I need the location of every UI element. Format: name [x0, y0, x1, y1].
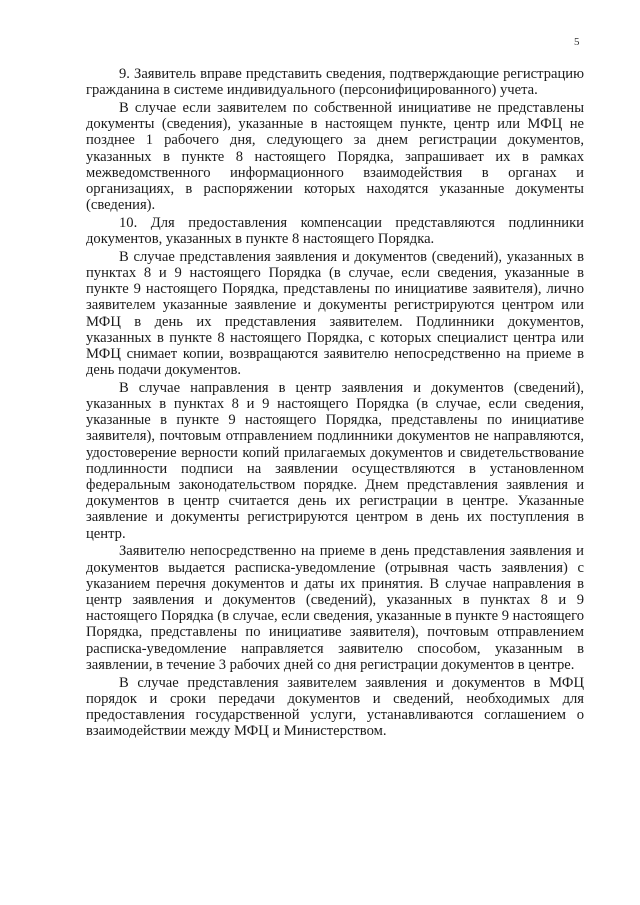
document-body	[86, 66, 584, 739]
paragraph-mfc-agreement: В случае представления заявителем заявления и документов в МФЦ порядок и сроки передачи документов и сведений, необходимых для предоставления государственной услуги, устанавливаются соглашением о взаимодействии между МФЦ и Министерством.	[86, 674, 584, 740]
paragraph-in-person-submission: В случае представления заявления и документов (сведений), указанных в пунктах 8 и 9 настоящего Порядка (в случае, если сведения, указанные в пункте 9 настоящего Порядка, представлены по инициативе заявителя), лично заявителем указанные заявление и документы регистрируются центром или МФЦ в день их представления заявителем. Подлинники документов, указанных в пункте 8 настоящего Порядка, с которых специалист центра или МФЦ снимает копии, возвращаются заявителю непосредственно на приеме в день подачи документов.	[86, 248, 584, 379]
paragraph-postal-submission: В случае направления в центр заявления и документов (сведений), указанных в пунктах 8 и 9 настоящего Порядка (в случае, если сведения, указанные в пункте 9 настоящего Порядка, представлены по инициативе заявителя), почтовым отправлением подлинники документов не направляются, удостоверение верности копий прилагаемых документов и свидетельствование подлинности подписи на заявлении осуществляются в установленном федеральным законодательством порядке. Днем представления заявления и документов в центр считается день их регистрации в центре. Указанные заявление и документы регистрируются центром в день их поступления в центр.	[86, 379, 584, 542]
paragraph-item-10: 10. Для предоставления компенсации представляются подлинники документов, указанных в пункте 8 настоящего Порядка.	[86, 214, 584, 248]
page-number: 5	[574, 36, 580, 48]
paragraph-receipt-notification: Заявителю непосредственно на приеме в день представления заявления и документов выдается расписка-уведомление (отрывная часть заявления) с указанием перечня документов и даты их принятия. В случае направления в центр заявления и документов (сведений), указанных в пунктах 8 и 9 настоящего Порядка (в случае, если сведения, указанные в пункте 9 настоящего Порядка, представлены по инициативе заявителя), почтовым отправлением расписка-уведомление направляется заявителю способом, указанным в заявлении, в течение 3 рабочих дней со дня регистрации документов в центре.	[86, 543, 584, 673]
paragraph-interagency-request: В случае если заявителем по собственной инициативе не представлены документы (сведения), указанные в настоящем пункте, центр или МФЦ не позднее 1 рабочего дня, следующего за днем регистрации документов, указанных в пункте 8 настоящего Порядка, запрашивает их в рамках межведомственного информационного взаимодействия в органах и организациях, в распоряжении которых находятся указанные документы (сведения).	[86, 99, 584, 214]
paragraph-item-9: 9. Заявитель вправе представить сведения, подтверждающие регистрацию гражданина в системе индивидуального (персонифицированного) учета.	[86, 66, 584, 99]
